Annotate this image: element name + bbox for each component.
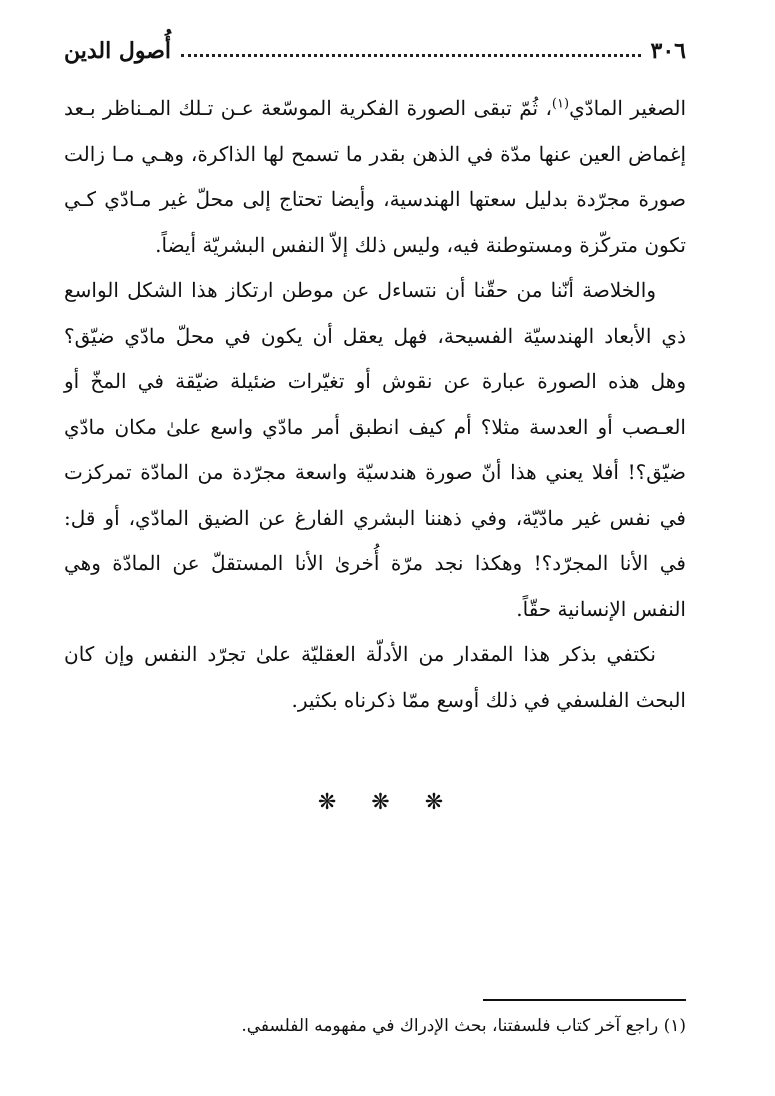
footnote-text: راجع آخر كتاب فلسفتنا، بحث الإدراك في مفهومه الفلسفي. bbox=[241, 1016, 659, 1036]
paragraph-1 bbox=[64, 86, 686, 268]
section-separator: ❋ ❋ ❋ bbox=[317, 790, 458, 815]
running-title: أُصول الدين bbox=[64, 38, 172, 64]
paragraph-1-start: الصغير المادّي bbox=[569, 96, 687, 120]
main-text bbox=[64, 86, 686, 723]
paragraph-3: نكتفي بذكر هذا المقدار من الأدلّة العقليّة علىٰ تجرّد النفس وإن كان البحث الفلسفي في ذلك أوسع ممّا ذكرناه بكثير. bbox=[64, 642, 686, 712]
header-dotted-leader bbox=[181, 53, 641, 57]
footnote-reference: (١) bbox=[551, 96, 570, 112]
footnote-marker: (١) bbox=[663, 1016, 686, 1036]
footnote bbox=[64, 1011, 686, 1041]
page-header bbox=[64, 34, 686, 68]
footnote-rule bbox=[483, 999, 686, 1001]
page-number: ٣٠٦ bbox=[650, 38, 686, 64]
paragraph-1-rest: ، ثُمّ تبقى الصورة الفكرية الموسّعة عـن تـلك المـناظر بـعد إغماض العين عنها مدّة في الذهن بقدر ما تسمح لها الذاكرة، وهـي مـا زالت صورة مجرّدة بدليل سعتها الهندسية، وأيضا تحتاج إلى محلّ غير مـادّي كـي تكون متركّزة ومستوطنة فيه، وليس ذلك إلاّ النفس البشريّة أيضاً. bbox=[64, 96, 686, 257]
paragraph-2: والخلاصة أنّنا من حقّنا أن نتساءل عن موطن ارتكاز هذا الشكل الواسع ذي الأبعاد الهندسيّة الفسيحة، فهل يعقل أن يكون في محلّ مادّي ضيّق؟ وهل هذه الصورة عبارة عن نقوش أو تغيّرات ضئيلة ضيّقة في المخّ أو العـصب أو العدسة مثلا؟ أم كيف انطبق أمر مادّي واسع علىٰ مكان مادّي ضيّق؟! أفلا يعني هذا أنّ صورة هندسيّة واسعة مجرّدة من المادّة تمركزت في نفس غير مادّيّة، وفي ذهننا البشري الفارغ عن الضيق المادّي، أو قل: في الأنا المجرّد؟! وهكذا نجد مرّة أُخرىٰ الأنا المستقلّ عن المادّة وهي النفس الإنسانية حقّاً. bbox=[64, 278, 686, 621]
